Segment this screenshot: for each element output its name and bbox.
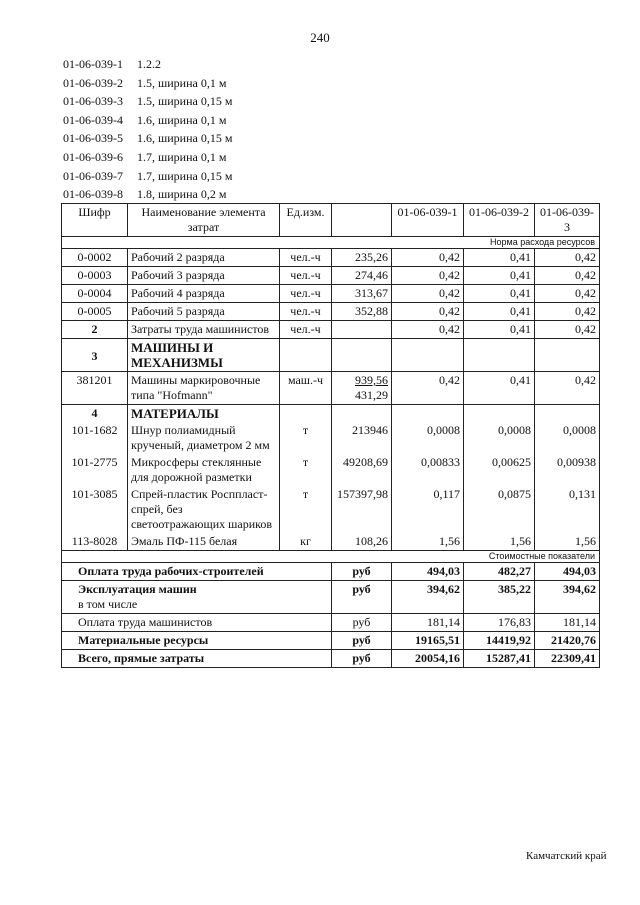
- cell-col-1: 0,42: [392, 267, 464, 285]
- cell-unit: маш.-ч: [280, 372, 332, 405]
- cell-price: [332, 372, 392, 405]
- header-col-1: 01-06-039-1: [392, 204, 464, 237]
- cell-name: Рабочий 2 разряда: [128, 249, 280, 267]
- total-col-3: 181,14: [535, 614, 600, 632]
- total-col-3: 21420,76: [535, 632, 600, 650]
- cell-col-1: 0,42: [392, 372, 464, 405]
- cell-empty: [464, 339, 535, 372]
- total-col-1: 19165,51: [392, 632, 464, 650]
- cell-name: Спрей-пластик Росппласт-спрей, без светоотражающих шариков: [128, 486, 280, 533]
- cell-col-3: 0,42: [535, 303, 600, 321]
- total-unit: руб: [332, 614, 392, 632]
- band-row: [62, 237, 600, 249]
- table-row: [62, 249, 600, 267]
- cell-col-1: 0,42: [392, 303, 464, 321]
- cell-price: 213946: [332, 422, 392, 454]
- code-list-item: [63, 129, 232, 148]
- cell-col-3: 0,42: [535, 249, 600, 267]
- table-row: [62, 533, 600, 551]
- cell-unit: т: [280, 454, 332, 486]
- total-col-3: 22309,41: [535, 650, 600, 668]
- code-id: 01-06-039-7: [63, 168, 123, 183]
- cell-unit: т: [280, 422, 332, 454]
- cell-code: 113-8028: [62, 533, 128, 551]
- code-desc: 1.7, ширина 0,1 м: [137, 149, 227, 164]
- machine-price: 939,56: [355, 373, 388, 387]
- code-id: 01-06-039-1: [63, 57, 123, 71]
- footer-region: Камчатский край: [526, 850, 607, 862]
- cell-col-2: 0,41: [464, 285, 535, 303]
- cell-empty: [535, 405, 600, 423]
- cell-unit: кг: [280, 533, 332, 551]
- total-label: Оплата труда машинистов: [62, 614, 332, 632]
- cell-empty: [535, 339, 600, 372]
- cell-col-3: 0,0008: [535, 422, 600, 454]
- cell-col-2: 1,56: [464, 533, 535, 551]
- total-row: [62, 650, 600, 668]
- cell-col-3: 0,42: [535, 267, 600, 285]
- code-list-item: [63, 55, 232, 74]
- total-label: Эксплуатация машин: [78, 582, 197, 596]
- resource-table: [61, 203, 600, 668]
- code-id: 01-06-039-2: [63, 75, 123, 90]
- code-id: 01-06-039-6: [63, 149, 123, 164]
- cell-col-1: 0,42: [392, 321, 464, 339]
- cell-col-2: 0,41: [464, 249, 535, 267]
- cell-unit: чел.-ч: [280, 249, 332, 267]
- code-id: 01-06-039-3: [63, 94, 123, 109]
- code-list-item: [63, 111, 232, 130]
- cell-price: 49208,69: [332, 454, 392, 486]
- cell-empty: [392, 339, 464, 372]
- cell-col-3: 0,42: [535, 372, 600, 405]
- code-list-item: [63, 92, 232, 111]
- machine-operator-price: 431,29: [355, 388, 388, 402]
- section-row: [62, 405, 600, 423]
- table-row: [62, 422, 600, 454]
- cell-col-2: 0,0875: [464, 486, 535, 533]
- total-col-1: 494,03: [392, 563, 464, 581]
- total-row: [62, 632, 600, 650]
- cell-price: 157397,98: [332, 486, 392, 533]
- cell-price: 108,26: [332, 533, 392, 551]
- cell-empty: [280, 339, 332, 372]
- table-row: [62, 321, 600, 339]
- total-col-1: 20054,16: [392, 650, 464, 668]
- cell-name: Рабочий 4 разряда: [128, 285, 280, 303]
- total-sublabel: в том числе: [78, 597, 138, 611]
- cell-col-3: 0,42: [535, 285, 600, 303]
- code-desc: 1.6, ширина 0,15 м: [137, 131, 233, 146]
- band-row: [62, 551, 600, 563]
- cell-col-2: 0,41: [464, 321, 535, 339]
- cell-col-2: 0,00625: [464, 454, 535, 486]
- total-row: [62, 563, 600, 581]
- header-name: Наименование элемента затрат: [128, 204, 280, 237]
- cell-code: 101-2775: [62, 454, 128, 486]
- cell-name: Шнур полиамидный крученый, диаметром 2 мм: [128, 422, 280, 454]
- cell-unit: т: [280, 486, 332, 533]
- total-unit: руб: [332, 563, 392, 581]
- total-col-2: 482,27: [464, 563, 535, 581]
- cell-col-3: 1,56: [535, 533, 600, 551]
- total-col-2: 176,83: [464, 614, 535, 632]
- cell-code: 0-0005: [62, 303, 128, 321]
- cell-col-3: 0,131: [535, 486, 600, 533]
- section-title: МАТЕРИАЛЫ: [128, 405, 280, 423]
- cell-code: 0-0002: [62, 249, 128, 267]
- table-row: [62, 486, 600, 533]
- code-id: 01-06-039-8: [63, 187, 123, 202]
- header-price: [332, 204, 392, 237]
- cell-unit: чел.-ч: [280, 285, 332, 303]
- code-list-item: [63, 167, 232, 186]
- cell-empty: [332, 405, 392, 423]
- cell-price: 235,26: [332, 249, 392, 267]
- total-col-1: 394,62: [392, 581, 464, 614]
- table-row: [62, 285, 600, 303]
- cell-col-1: 0,117: [392, 486, 464, 533]
- cell-col-2: 0,41: [464, 372, 535, 405]
- header-code: Шифр: [62, 204, 128, 237]
- cell-empty: [280, 405, 332, 423]
- cell-col-2: 0,41: [464, 267, 535, 285]
- cell-col-3: 0,42: [535, 321, 600, 339]
- total-label: Материальные ресурсы: [62, 632, 332, 650]
- cell-code: 101-3085: [62, 486, 128, 533]
- cell-name: Эмаль ПФ-115 белая: [128, 533, 280, 551]
- code-desc: 1.5, ширина 0,15 м: [137, 94, 233, 109]
- total-label: Всего, прямые затраты: [62, 650, 332, 668]
- total-unit: руб: [332, 650, 392, 668]
- table-row: [62, 372, 600, 405]
- total-label-cell: [62, 581, 332, 614]
- total-row: [62, 581, 600, 614]
- table-row: [62, 267, 600, 285]
- cell-code: 101-1682: [62, 422, 128, 454]
- cell-empty: [332, 339, 392, 372]
- total-col-3: 394,62: [535, 581, 600, 614]
- cell-col-1: 0,00833: [392, 454, 464, 486]
- code-desc: 1.8, ширина 0,2 м: [137, 187, 227, 202]
- cell-price: 352,88: [332, 303, 392, 321]
- total-col-2: 15287,41: [464, 650, 535, 668]
- cell-empty: [464, 405, 535, 423]
- total-col-3: 494,03: [535, 563, 600, 581]
- cell-code: 2: [62, 321, 128, 339]
- code-desc: 1.2.2: [137, 57, 161, 71]
- cell-name: Рабочий 5 разряда: [128, 303, 280, 321]
- table-row: [62, 303, 600, 321]
- table-row: [62, 454, 600, 486]
- cell-name: Микросферы стеклянные для дорожной разметки: [128, 454, 280, 486]
- code-list: [63, 55, 232, 204]
- section-row: [62, 339, 600, 372]
- cell-name: Машины маркировочные типа "Hofmann": [128, 372, 280, 405]
- band-norm-label: Норма расхода ресурсов: [62, 237, 600, 249]
- code-list-item: [63, 185, 232, 204]
- total-col-2: 14419,92: [464, 632, 535, 650]
- total-unit: руб: [332, 632, 392, 650]
- code-id: 01-06-039-5: [63, 131, 123, 146]
- band-cost-label: Стоимостные показатели: [62, 551, 600, 563]
- total-col-2: 385,22: [464, 581, 535, 614]
- cell-col-2: 0,0008: [464, 422, 535, 454]
- code-desc: 1.6, ширина 0,1 м: [137, 112, 227, 127]
- cell-col-1: 0,42: [392, 285, 464, 303]
- section-code: 3: [62, 339, 128, 372]
- cell-col-1: 0,42: [392, 249, 464, 267]
- cell-unit: чел.-ч: [280, 303, 332, 321]
- cell-col-2: 0,41: [464, 303, 535, 321]
- code-desc: 1.5, ширина 0,1 м: [137, 75, 227, 90]
- code-list-item: [63, 148, 232, 167]
- cell-price: 313,67: [332, 285, 392, 303]
- table-header-row: [62, 204, 600, 237]
- cell-code: 0-0003: [62, 267, 128, 285]
- cell-code: 381201: [62, 372, 128, 405]
- section-title: МАШИНЫ И МЕХАНИЗМЫ: [128, 339, 280, 372]
- cell-unit: чел.-ч: [280, 267, 332, 285]
- cell-empty: [392, 405, 464, 423]
- code-desc: 1.7, ширина 0,15 м: [137, 168, 233, 183]
- header-col-3: 01-06-039-3: [535, 204, 600, 237]
- cell-code: 0-0004: [62, 285, 128, 303]
- code-list-item: [63, 74, 232, 93]
- page-number: 240: [310, 30, 330, 45]
- cell-name: Затраты труда машинистов: [128, 321, 280, 339]
- total-unit: руб: [332, 581, 392, 614]
- header-unit: Ед.изм.: [280, 204, 332, 237]
- header-col-2: 01-06-039-2: [464, 204, 535, 237]
- section-code: 4: [62, 405, 128, 423]
- cell-unit: чел.-ч: [280, 321, 332, 339]
- cell-name: Рабочий 3 разряда: [128, 267, 280, 285]
- total-label: Оплата труда рабочих-строителей: [62, 563, 332, 581]
- cell-col-1: 0,0008: [392, 422, 464, 454]
- code-id: 01-06-039-4: [63, 112, 123, 127]
- cell-price: 274,46: [332, 267, 392, 285]
- cell-price: [332, 321, 392, 339]
- total-row: [62, 614, 600, 632]
- cell-col-3: 0,00938: [535, 454, 600, 486]
- total-col-1: 181,14: [392, 614, 464, 632]
- cell-col-1: 1,56: [392, 533, 464, 551]
